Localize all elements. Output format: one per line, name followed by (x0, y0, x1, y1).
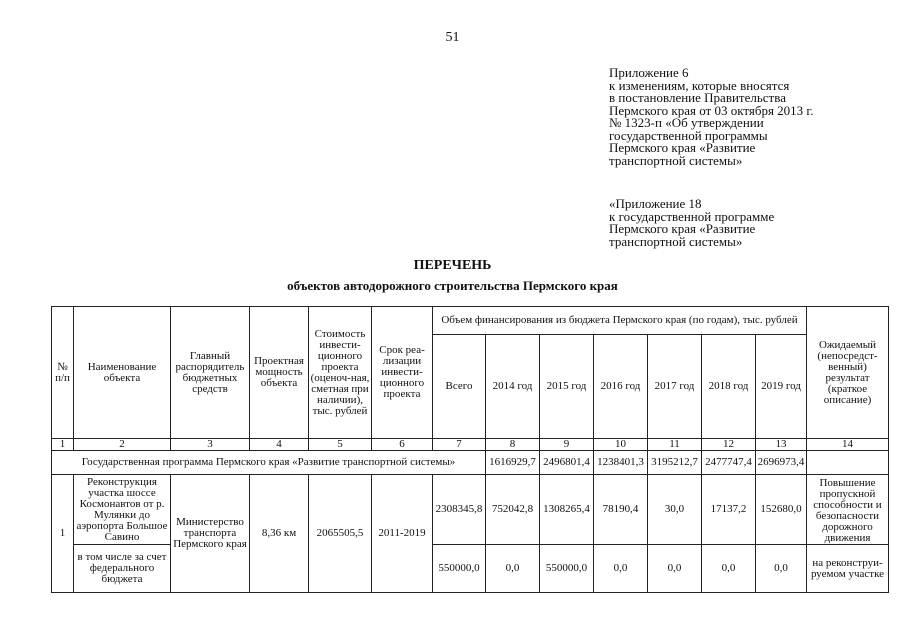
row1-2019: 152680,0 (756, 475, 807, 545)
appendix-6-line: государственной программы (609, 127, 768, 143)
row1b-2014: 0,0 (486, 545, 540, 593)
header-term: Срок реа-лизации инвести-ционного проекта (372, 307, 433, 439)
header-num: № п/п (52, 307, 74, 439)
header-cost: Стоимость инвести-ционного проекта (оценоч-ная, сметная при наличии), тыс. рублей (309, 307, 372, 439)
header-2017: 2017 год (648, 335, 702, 439)
row1b-2015: 550000,0 (540, 545, 594, 593)
col-number: 14 (807, 439, 889, 451)
col-number: 4 (250, 439, 309, 451)
appendix-6-block (609, 67, 814, 167)
header-funding: Объем финансирования из бюджета Пермского края (по годам), тыс. рублей (433, 307, 807, 335)
col-number: 8 (486, 439, 540, 451)
objects-table (51, 306, 889, 593)
row1-result: Повышение пропускной способности и безопасности дорожного движения (807, 475, 889, 545)
appendix-18-line: Пермского края «Развитие (609, 221, 756, 236)
program-2019: 2696973,4 (756, 451, 807, 475)
row1b-2017: 0,0 (648, 545, 702, 593)
row1-manager: Министерство транспорта Пермского края (171, 475, 250, 593)
row1-total: 2308345,8 (433, 475, 486, 545)
row1b-2019: 0,0 (756, 545, 807, 593)
appendix-18-line: к государственной программе (609, 208, 775, 224)
appendix-18-line: транспортной системы» (609, 233, 743, 249)
row1-2016: 78190,4 (594, 475, 648, 545)
row1-2018: 17137,2 (702, 475, 756, 545)
row1-capacity: 8,36 км (250, 475, 309, 593)
row1-2015: 1308265,4 (540, 475, 594, 545)
row1-2014: 752042,8 (486, 475, 540, 545)
document-title: ПЕРЕЧЕНЬ (413, 258, 492, 273)
col-number: 2 (74, 439, 171, 451)
header-2016: 2016 год (594, 335, 648, 439)
header-2014: 2014 год (486, 335, 540, 439)
row1b-2016: 0,0 (594, 545, 648, 593)
header-manager: Главный распорядитель бюджетных средств (171, 307, 250, 439)
program-2016: 1238401,3 (594, 451, 648, 475)
col-number: 11 (648, 439, 702, 451)
header-capacity: Проектная мощность объекта (250, 307, 309, 439)
page-number: 51 (445, 30, 460, 45)
appendix-6-line: к изменениям, которые вносятся (609, 77, 790, 93)
appendix-6-line: в постановление Правительства (609, 90, 786, 105)
appendix-18-block (609, 198, 774, 248)
row1-name: Реконструкция участка шоссе Космонавтов от р. Мулянки до аэропорта Большое Савино (74, 475, 171, 545)
row1b-name: в том числе за счет федерального бюджета (74, 545, 171, 593)
col-number: 12 (702, 439, 756, 451)
appendix-6-line: транспортной системы» (609, 152, 743, 168)
appendix-6-line: Приложение 6 (609, 65, 689, 80)
header-2019: 2019 год (756, 335, 807, 439)
row1-2017: 30,0 (648, 475, 702, 545)
program-2014: 1616929,7 (486, 451, 540, 475)
row1b-result: на реконструи-руемом участке (807, 545, 889, 593)
header-result: Ожидаемый (непосредст-венный) результат (краткое описание) (807, 307, 889, 439)
col-number: 6 (372, 439, 433, 451)
header-2015: 2015 год (540, 335, 594, 439)
col-number: 5 (309, 439, 372, 451)
col-number: 9 (540, 439, 594, 451)
header-total: Всего (433, 335, 486, 439)
col-number: 13 (756, 439, 807, 451)
document-subtitle: объектов автодорожного строительства Пермского края (287, 278, 618, 293)
row1b-2018: 0,0 (702, 545, 756, 593)
appendix-6-line: Пермского края «Развитие (609, 140, 756, 155)
header-2018: 2018 год (702, 335, 756, 439)
appendix-6-line: Пермского края от 03 октября 2013 г. (609, 102, 814, 118)
col-number: 10 (594, 439, 648, 451)
program-result (807, 451, 889, 475)
row1-cost: 2065505,5 (309, 475, 372, 593)
col-number: 7 (433, 439, 486, 451)
appendix-6-line: № 1323-п «Об утверждении (609, 115, 764, 130)
program-2018: 2477747,4 (702, 451, 756, 475)
header-name: Наименование объекта (74, 307, 171, 439)
row1b-total: 550000,0 (433, 545, 486, 593)
col-number: 3 (171, 439, 250, 451)
row1-num: 1 (52, 475, 74, 593)
col-number: 1 (52, 439, 74, 451)
appendix-18-line: «Приложение 18 (609, 196, 702, 211)
row1-term: 2011-2019 (372, 475, 433, 593)
program-2017: 3195212,7 (648, 451, 702, 475)
program-row-label: Государственная программа Пермского края «Развитие транспортной системы» (52, 451, 486, 475)
program-2015: 2496801,4 (540, 451, 594, 475)
